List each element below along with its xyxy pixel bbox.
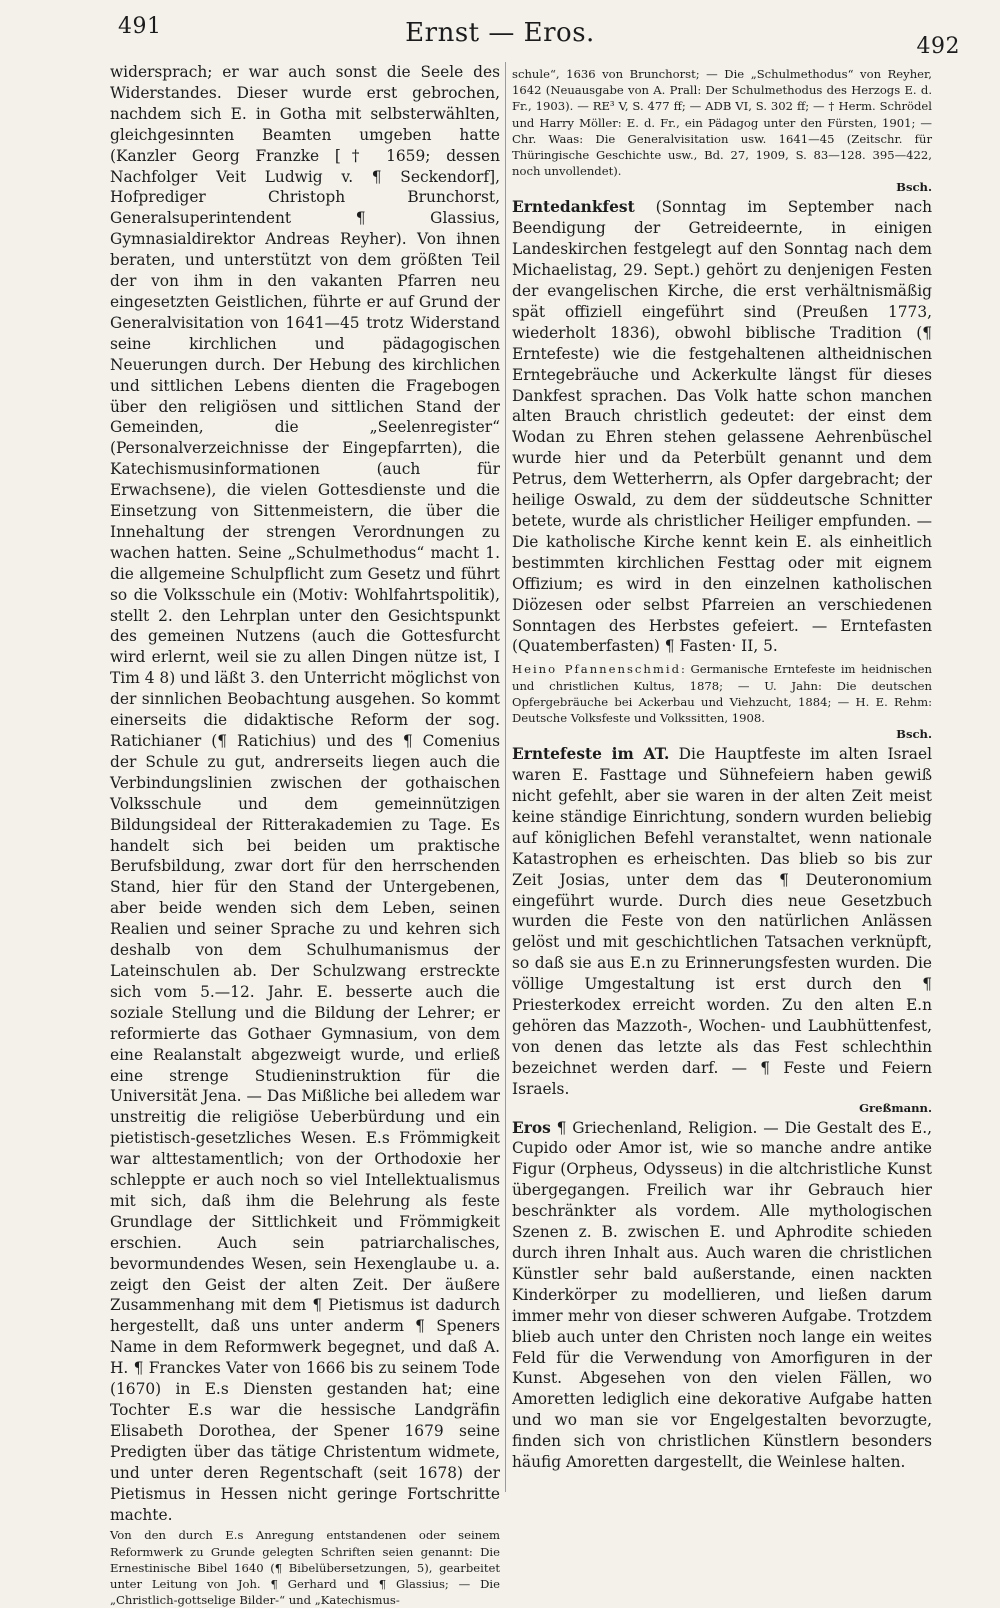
literature-text: : Germanische Erntefeste im heidnischen und christlichen Kultus, 1878; — U. Jahn: Die deutschen Opfergebräuche bei Ackerbau und Viehzucht, 1884; — H. E. Rehm: Deutsche Volksfeste und Volkssitten, 1908. [512, 662, 932, 725]
literature-author: Heino Pfannenschmid [512, 662, 682, 677]
right-page-number: 492 [916, 34, 960, 59]
left-page-number: 491 [118, 14, 162, 39]
right-column [512, 66, 932, 1473]
entry-text: ¶ Griechenland, Religion. — Die Gestalt des E., Cupido oder Amor ist, wie so manche andre antike Figur (Orpheus, Odysseus) in die altchristliche Kunst übergegangen. Freilich war ihr Gebrauch hier beschränkter als vordem. Alle mythologischen Szenen z. B. zwischen E. und Aphrodite schieden durch ihren Inhalt aus. Auch waren die christlichen Künstler sehr bald außerstande, einen nackten Kinderkörper zu modellieren, und ließen darum immer mehr von dieser schweren Aufgabe. Trotzdem blieb auch unter den Christen noch lange ein weites Feld für die Verwendung von Amorfiguren in der Kunst. Abgesehen von den vielen Fällen, wo Amoretten lediglich eine dekorative Aufgabe hatten und wo man sie vor Engelgestalten bevorzugte, finden sich von christlichen Künstlern besonders häufig Amoretten dargestellt, die Weinlese halten. [512, 1118, 932, 1472]
entry-text: (Sonntag im September nach Beendigung der Getreideernte, in einigen Landeskirchen festgelegt auf den Sonntag nach dem Michaelistag, 29. Sept.) gehört zu denjenigen Festen der evangelischen Kirche, die erst verhältnismäßig spät offiziell eingeführt sind (Preußen 1773, wiederholt 1836), obwohl biblische Tradition (¶ Erntefeste) wie die festgehaltenen altheidnischen Erntegebräuche und Ackerkulte längst für dieses Dankfest sprachen. Das Volk hatte schon manchen alten Brauch christlich gedeutet: der einst dem Wodan zu Ehren stehen gelassene Aehrenbüschel wurde hier und da Peterbült genannt und dem Petrus, dem Wetterherrn, als Opfer dargebracht; der heilige Oswald, zu dem der süddeutsche Schnitter betete, wurde als christlicher Heiliger empfunden. — Die katholische Kirche kennt kein E. als einheitlich bestimmten kirchlichen Festtag oder mit eignem Offizium; es wird in den einzelnen katholischen Diözesen oder selbst Pfarreien an verschiedenen Sonntagen des Herbstes gefeiert. — Erntefasten (Quatemberfasten) ¶ Fasten· II, 5. [512, 198, 932, 656]
ernst-article-text: widersprach; er war auch sonst die Seele des Widerstandes. Dieser wurde erst gebrochen, nachdem sich E. in Gotha mit selbsterwählten, gleichgesinnten Beamten umgeben hatte (Kanzler Georg Franzke [† 1659; dessen Nachfolger Veit Ludwig v. ¶ Seckendorf], Hofprediger Christoph Brunchorst, Generalsuperintendent ¶ Glassius, Gymnasialdirektor Andreas Reyher). Von ihnen beraten, und unterstützt von dem größten Teil der von ihm in den vakanten Pfarren neu eingesetzten Geistlichen, führte er auf Grund der Generalvisitation von 1641—45 trotz Widerstand seine kirchlichen und pädagogischen Neuerungen durch. Der Hebung des kirchlichen und sittlichen Lebens dienten die Fragebogen über den religiösen und sittlichen Stand der Gemeinden, die „Seelenregister“ (Personalverzeichnisse der Eingepfarrten), die Katechismusinformationen (auch für Erwachsene), die vielen Gottesdienste und die Einsetzung von Sittenmeistern, die über die Innehaltung der strengen Verordnungen zu wachen hatten. Seine „Schulmethodus“ macht 1. die allgemeine Schulpflicht zum Gesetz und führt so die Volksschule ein (Motiv: Wohlfahrtspolitik), stellt 2. den Lehrplan unter den Gesichtspunkt des gemeinen Nutzens (auch die Gottesfurcht wird erlernt, weil sie zu allen Dingen nütze ist, I Tim 4 8) und läßt 3. den Unterricht möglichst von der sinnlichen Beobachtung ausgehen. So kommt einerseits die didaktische Reform der sog. Ratichianer (¶ Ratichius) und des ¶ Comenius der Schule zu gut, andrerseits liegen auch die Verbindungslinien zwischen der gothaischen Volksschule und dem gemeinnützigen Bildungsideal der Ritterakademien zu Tage. Es handelt sich bei beiden um praktische Berufsbildung, zwar dort für den herrschenden Stand, hier für den Stand der Untergebenen, aber beide wenden sich dem Leben, seinen Realien und seiner Sprache zu und kehren sich deshalb von dem Schulhumanismus der Lateinschulen ab. Der Schulzwang erstreckte sich vom 5.—12. Jahr. E. besserte auch die soziale Stellung und die Bildung der Lehrer; er reformierte das Gothaer Gymnasium, von dem eine Realanstalt abgezweigt wurde, und erließ eine strenge Studieninstruktion für die Universität Jena. — Das Mißliche bei alledem war unstreitig die religiöse Ueberbürdung und ein pietistisch-gesetzliches Wesen. E.s Frömmigkeit war alttestamentlich; von der Orthodoxie her schleppte er auch noch so viel Intellektualismus mit sich, daß ihm die Belehrung als feste Grundlage der Sittlichkeit und Frömmigkeit erschien. Auch sein patriarchalisches, bevormundendes Wesen, sein Hexenglaube u. a. zeigt den Geist der alten Zeit. Der äußere Zusammenhang mit dem ¶ Pietismus ist dadurch hergestellt, daß uns unter anderm ¶ Speners Name in dem Reformwerk begegnet, und daß A. H. ¶ Franckes Vater von 1666 bis zu seinem Tode (1670) in E.s Diensten gestanden hat; eine Tochter E.s war die hessische Landgräfin Elisabeth Dorothea, der Spener 1679 seine Predigten über das tätige Christentum widmete, und unter deren Regentschaft (seit 1678) der Pietismus in Hessen nicht geringe Fortschritte machte. [110, 63, 500, 1524]
erntedankfest-literature [512, 661, 932, 726]
entry-eros [512, 1118, 932, 1473]
column-divider [505, 62, 506, 1492]
left-column [110, 62, 500, 1608]
author-signature: Bsch. [896, 727, 932, 742]
entry-erntedankfest [512, 197, 932, 657]
ernst-literature: Von den durch E.s Anregung entstandenen oder seinem Reformwerk zu Grunde gelegten Schriften seien genannt: Die Ernestinische Bibel 1640 (¶ Bibelübersetzungen, 5), gearbeitet unter Leitung von Joh. ¶ Gerhard und ¶ Glassius; — Die „Christlich-gottselige Bilder-“ und „Katechismus- [110, 1528, 500, 1608]
author-signature: Greßmann. [859, 1100, 932, 1115]
entry-lemma: Eros [512, 1118, 551, 1137]
entry-erntefeste-im-at [512, 744, 932, 1099]
entry-lemma: Erntefeste im AT. [512, 745, 670, 764]
entry-lemma: Erntedankfest [512, 198, 635, 217]
ernst-literature-continued: schule“, 1636 von Brunchorst; — Die „Schulmethodus“ von Reyher, 1642 (Neuausgabe von A. Prall: Der Schulmethodus des Herzogs E. d. Fr., 1903). — RE³ V, S. 477 ff; — ADB VI, S. 302 ff; — † Herm. Schrödel und Harry Möller: E. d. Fr., ein Pädagog unter den Fürsten, 1901; — Chr. Waas: Die Generalvisitation usw. 1641—45 (Zeitschr. für Thüringische Geschichte usw., Bd. 27, 1909, S. 83—128. 395—422, noch unvollendet). [512, 67, 932, 179]
running-title: Ernst — Eros. [405, 18, 595, 48]
author-signature: Bsch. [896, 180, 932, 195]
entry-text: Die Hauptfeste im alten Israel waren E. Fasttage und Sühnefeiern haben gewiß nicht gefehlt, aber sie waren in der alten Zeit meist keine ständige Einrichtung, sondern wurden beliebig auf königlichen Befehl veranstaltet, wenn nationale Katastrophen es erheischten. Das blieb so bis zur Zeit Josias, unter dem das ¶ Deuteronomium eingeführt wurde. Durch dies neue Gesetzbuch wurden die Feste von den natürlichen Anlässen gelöst und mit geschichtlichen Tatsachen verknüpft, so daß sie aus E.n zu Erinnerungsfesten wurden. Die völlige Umgestaltung ist erst durch den ¶ Priesterkodex erreicht worden. Zu den alten E.n gehören das Mazzoth-, Wochen- und Laubhüttenfest, von denen das letzte als das Fest schlechthin bezeichnet werden darf. — ¶ Feste und Feiern Israels. [512, 745, 932, 1098]
